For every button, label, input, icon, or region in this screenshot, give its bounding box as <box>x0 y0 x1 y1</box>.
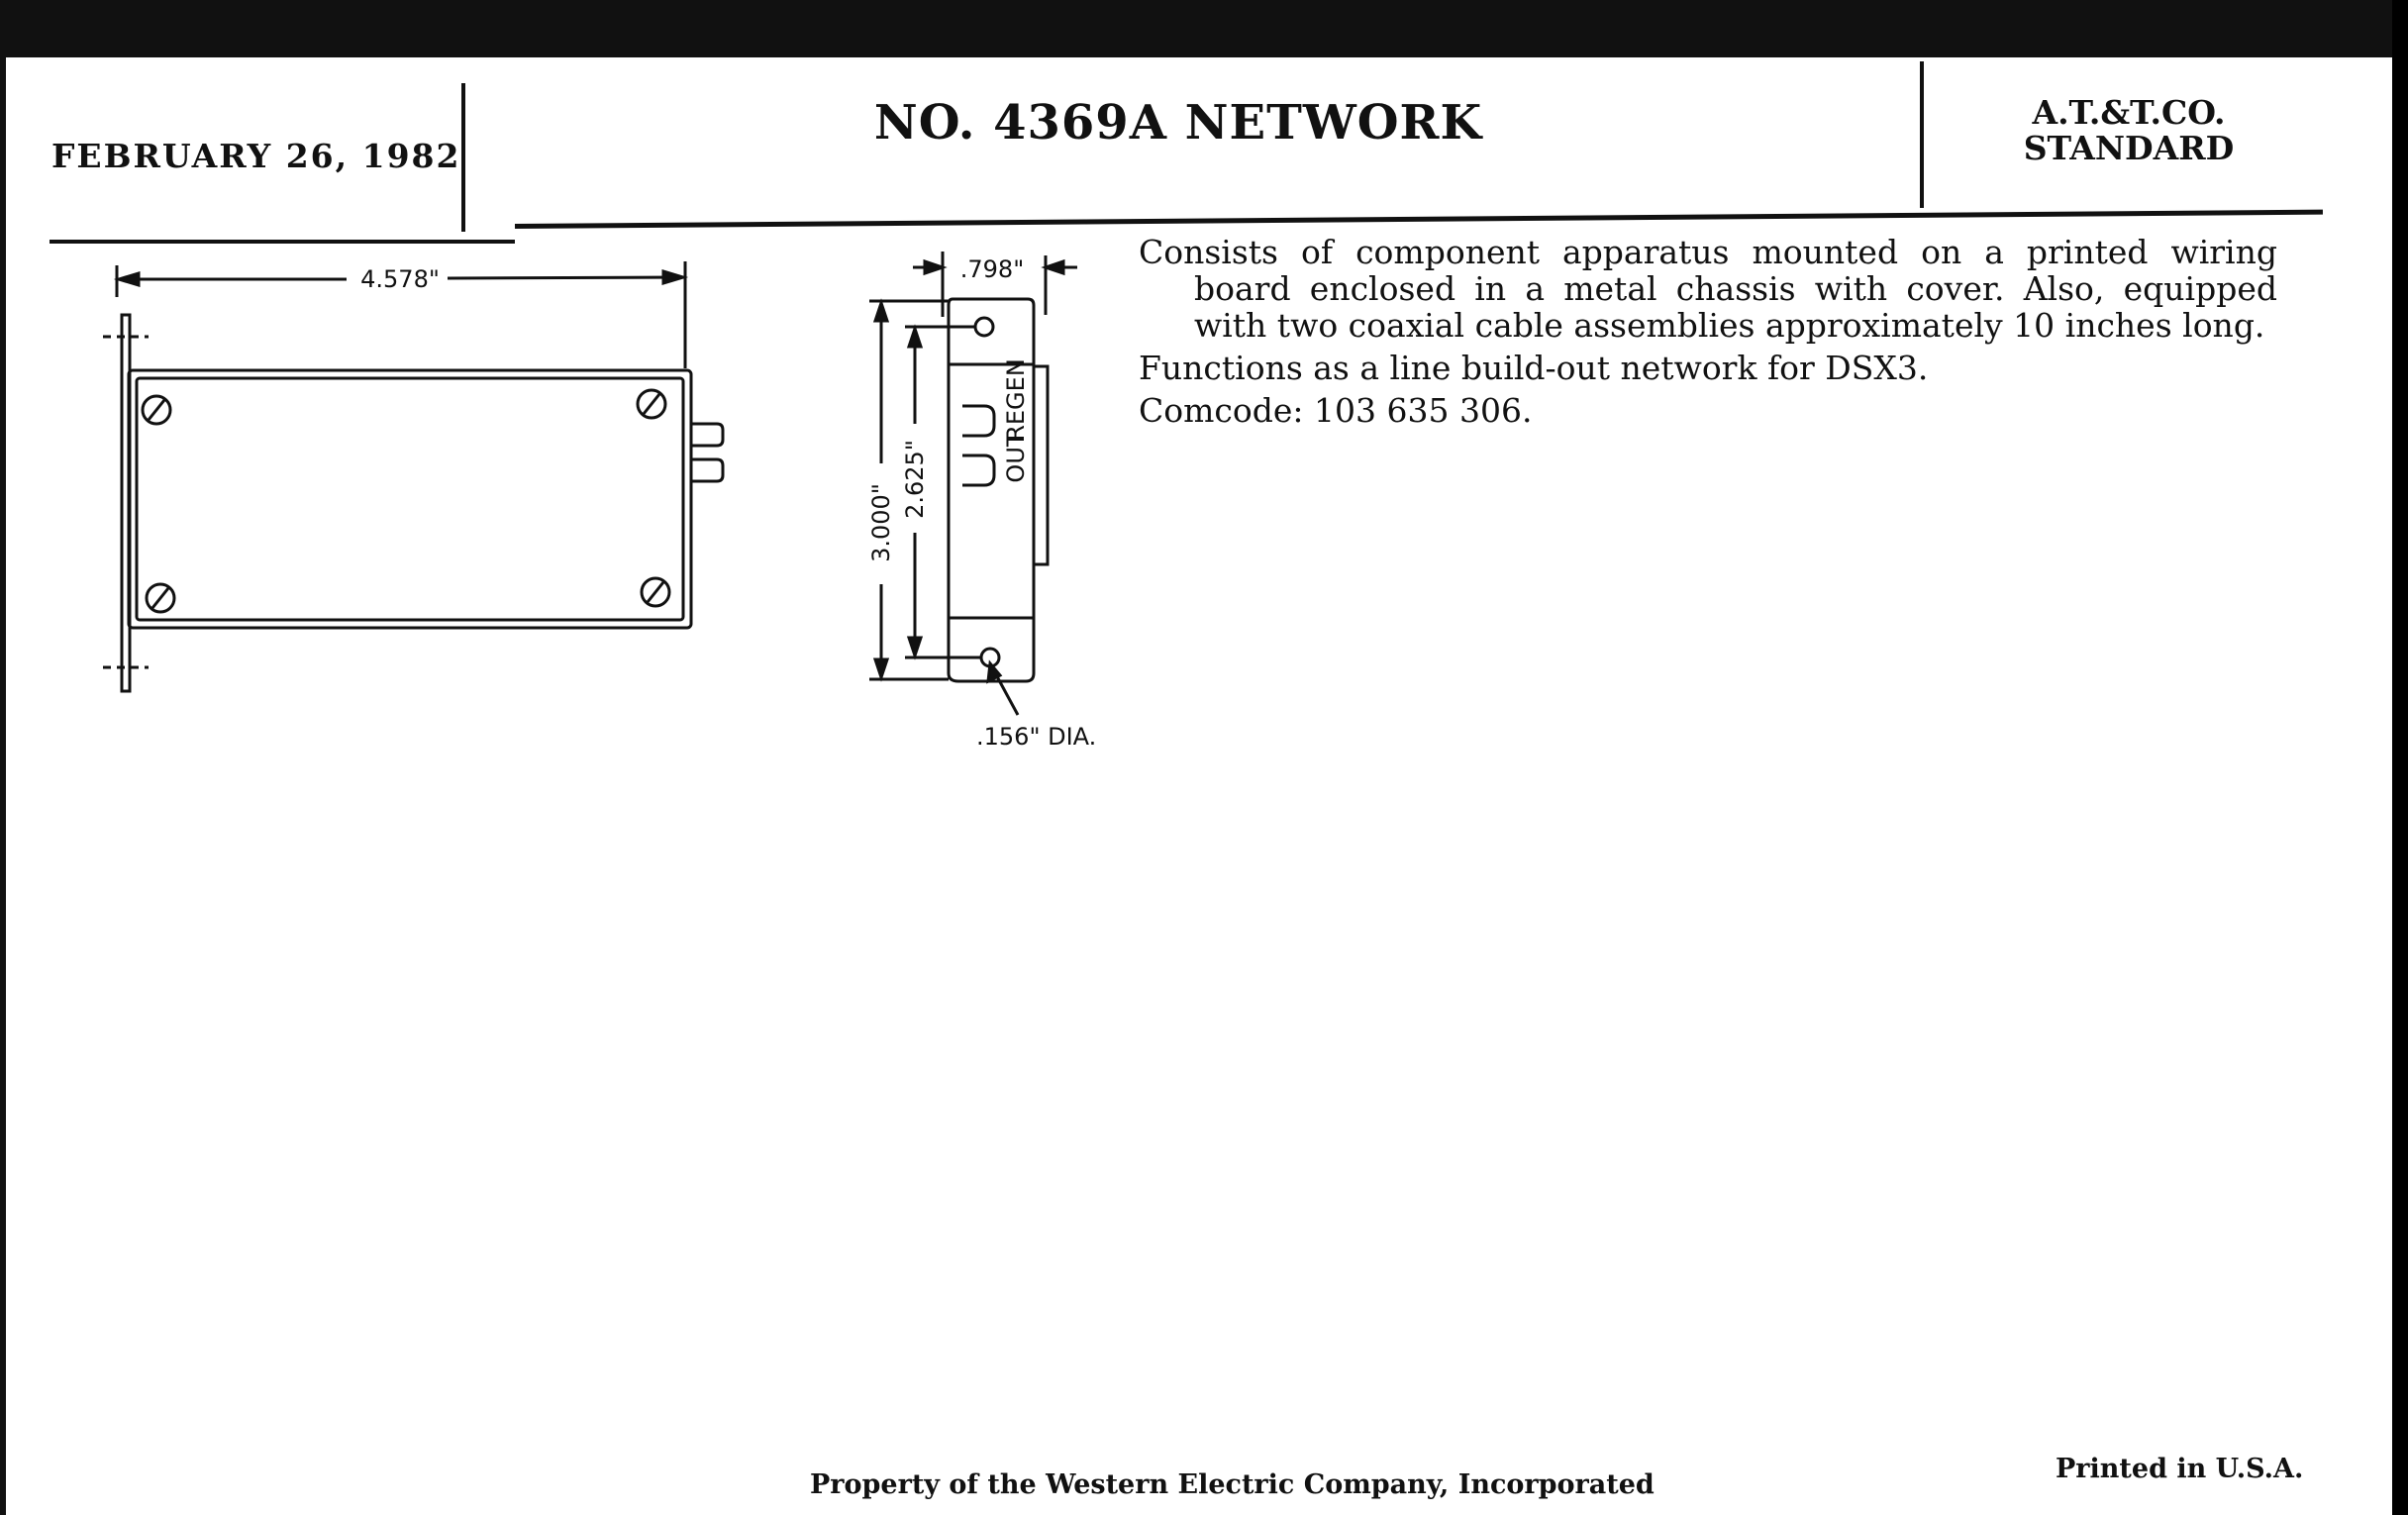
page-title: NO. 4369A NETWORK <box>873 95 1483 151</box>
footer-property: Property of the Western Electric Company, Incorporated <box>810 1469 1655 1500</box>
screw-bottom-right-icon <box>642 578 669 606</box>
screw-top-right-icon <box>638 390 665 418</box>
issue-date: FEBRUARY 26, 1982 <box>51 137 461 175</box>
spacing-arrow-top <box>909 329 921 347</box>
description-paragraph-1: Consists of component apparatus mounted on a printed wiring board enclosed in a metal chassis with cover. Also, equipped with two coaxial cable assemblies approximately 10 inches long. <box>1139 233 2277 345</box>
height-arrow-bottom <box>875 659 887 677</box>
connector-upper <box>691 424 723 446</box>
standard-line-1: A.T.&T.CO. <box>2032 93 2226 132</box>
connector-lower <box>691 459 723 481</box>
regen-label: REGEN <box>1002 358 1030 442</box>
mounting-hole-top-icon <box>975 318 993 336</box>
side-label-strip <box>1034 366 1048 564</box>
screw-bottom-left-icon <box>147 584 174 612</box>
side-connector-lower <box>962 455 994 485</box>
description <box>1139 234 2277 435</box>
width-arrow-right <box>663 271 683 283</box>
height-dim-label: 3.000" <box>867 483 895 562</box>
side-body <box>949 299 1034 681</box>
description-paragraph-2: Functions as a line build-out network for DSX3. <box>1139 349 1929 387</box>
width-dim-line-right <box>448 277 683 278</box>
side-connector-upper <box>962 406 994 436</box>
out-label: OUT <box>1002 432 1030 483</box>
footer-printed: Printed in U.S.A. <box>2056 1454 2304 1484</box>
chassis-cover <box>137 378 683 620</box>
depth-arrow-left <box>925 261 943 273</box>
hole-dia-label: .156" DIA. <box>976 723 1097 751</box>
screw-top-left-icon <box>143 396 170 424</box>
chassis-body <box>129 370 691 628</box>
comcode: Comcode: 103 635 306. <box>1139 391 1533 430</box>
hole-spacing-dim-label: 2.625" <box>901 440 929 519</box>
width-arrow-left <box>119 273 139 285</box>
standard-line-2: STANDARD <box>2023 129 2235 167</box>
depth-dim-label: .798" <box>959 255 1025 283</box>
depth-arrow-right <box>1046 261 1063 273</box>
height-arrow-top <box>875 303 887 321</box>
spacing-arrow-bottom <box>909 638 921 656</box>
width-dim-label: 4.578" <box>360 265 440 293</box>
